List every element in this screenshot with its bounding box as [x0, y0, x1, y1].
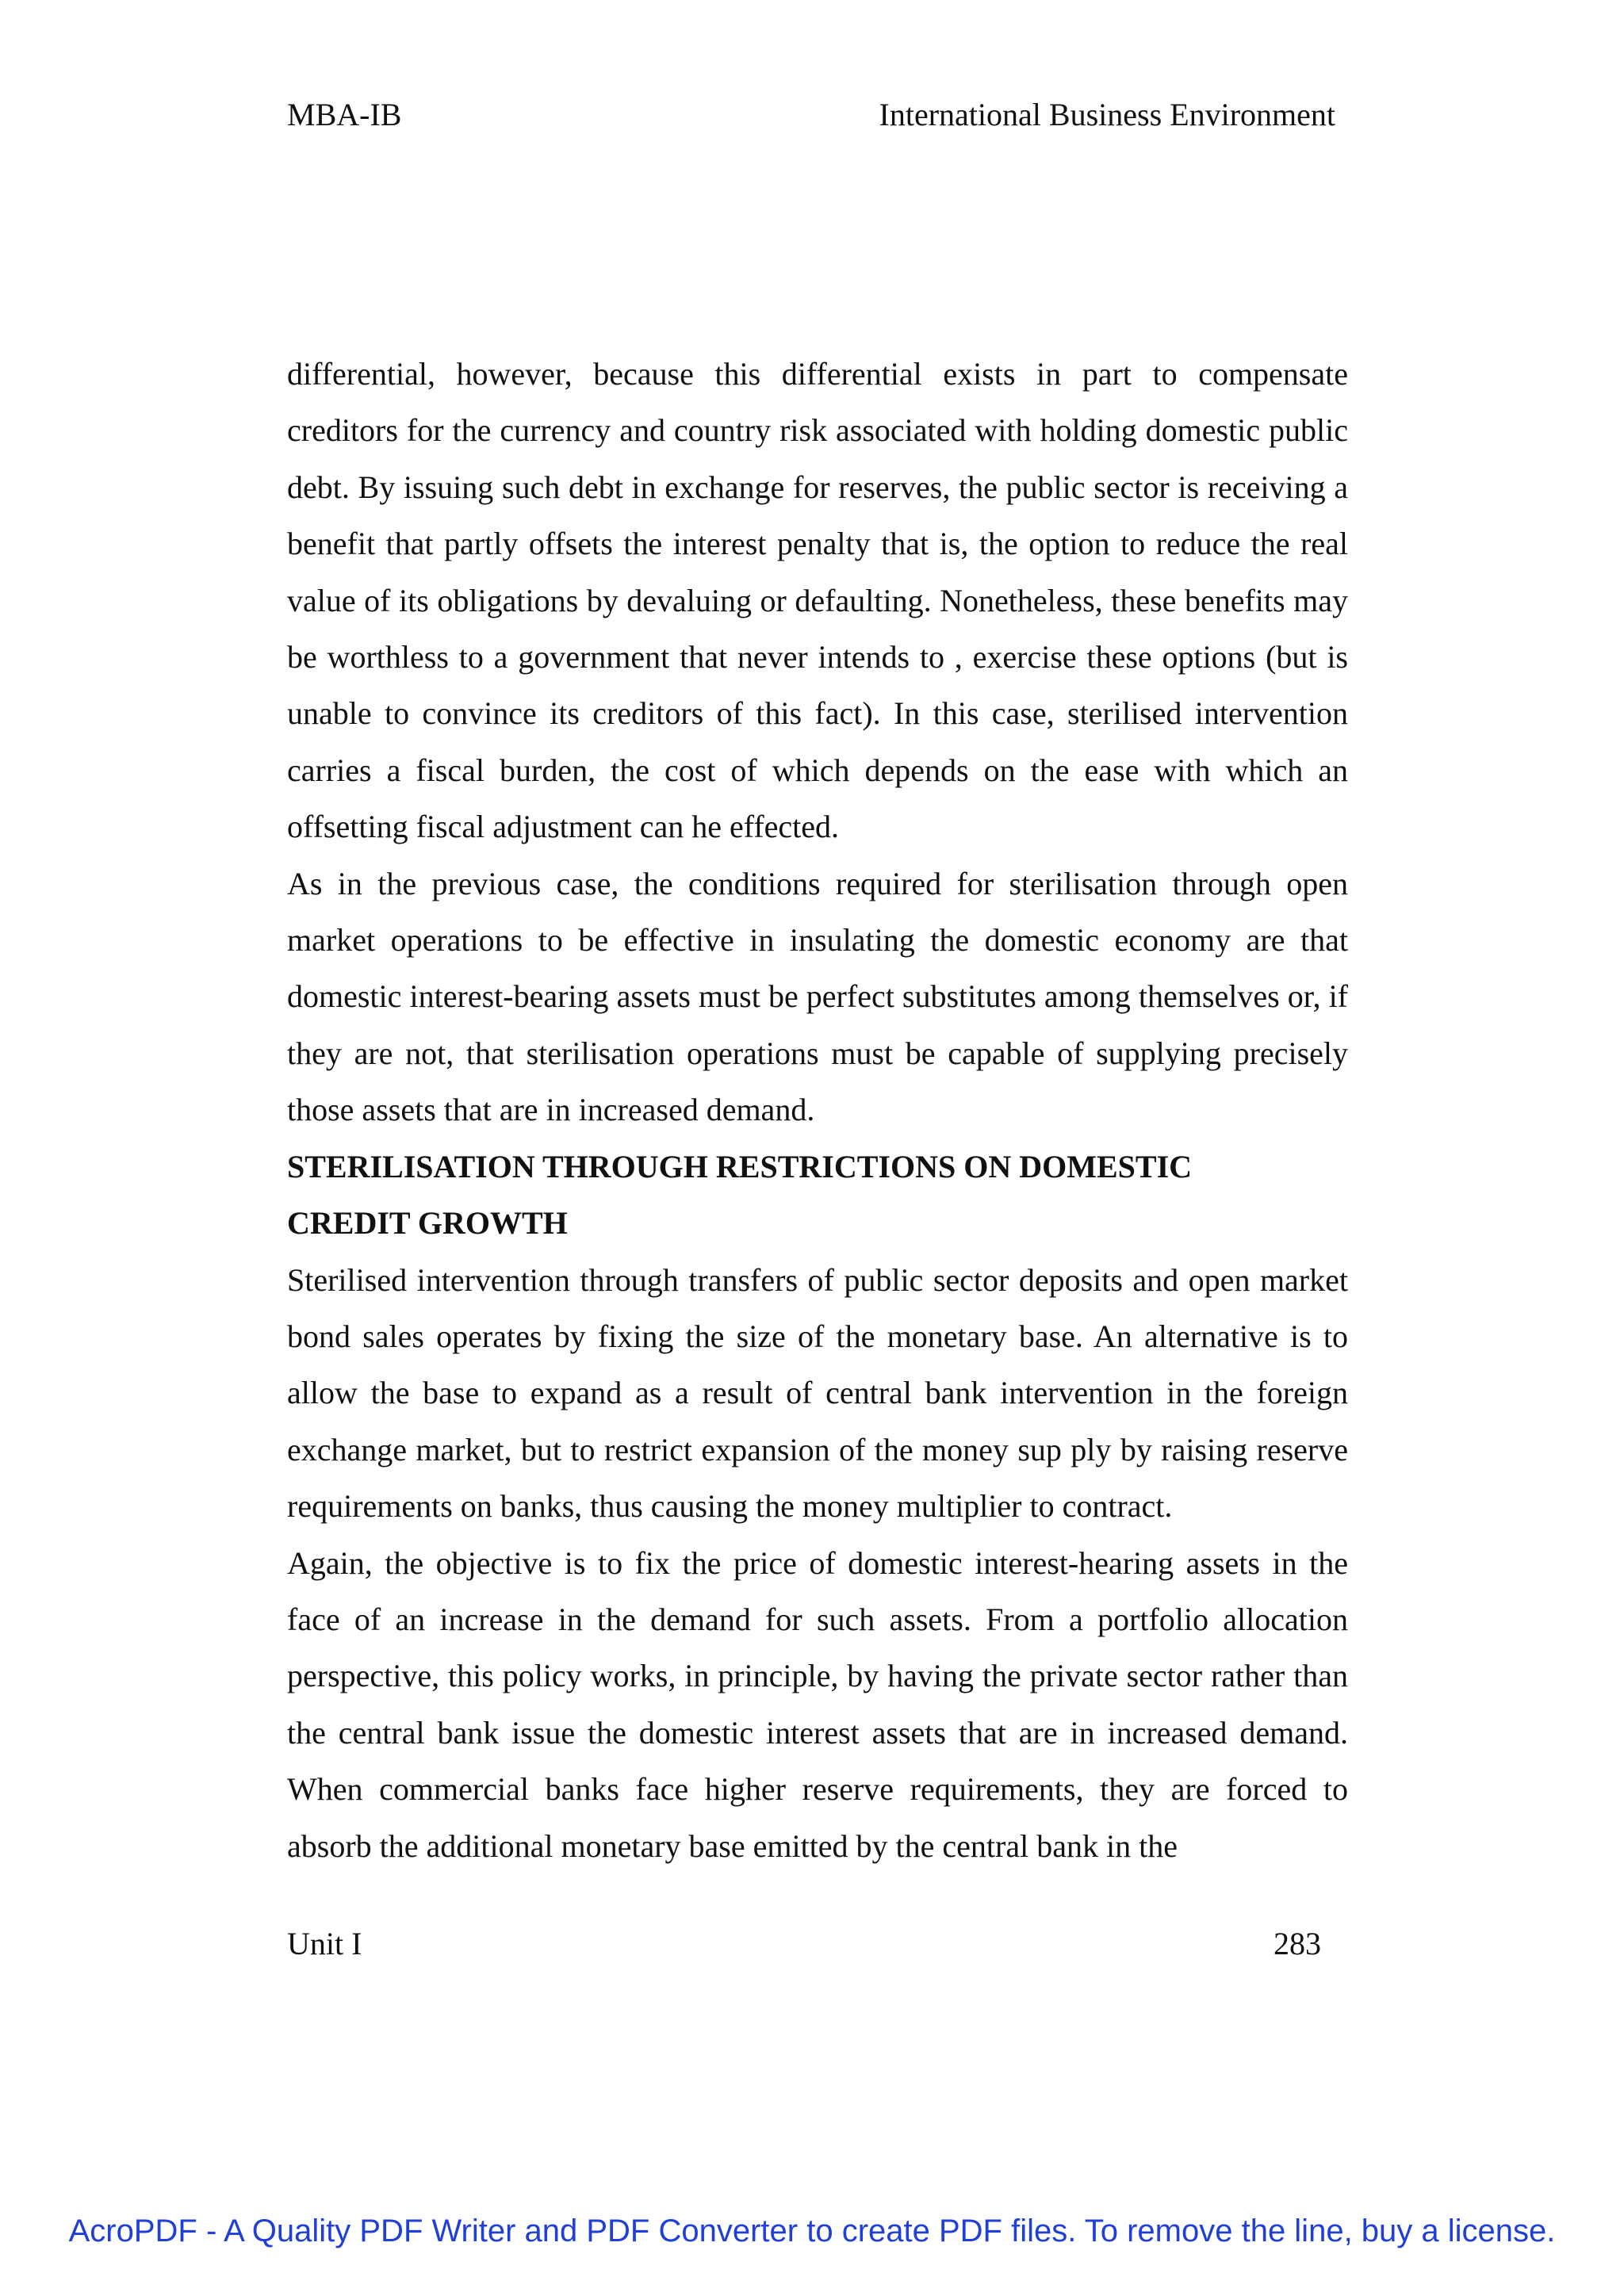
footer-unit: Unit I — [287, 1926, 362, 1961]
paragraph-2: As in the previous case, the conditions required for sterilisation through open market operations to be effective in insulating the domestic economy are that domestic interest-bearing assets must be perfect substitutes among themselves or, if they are not, that sterilisation operations must be capable of supplying precisely those assets that are in increased demand. — [287, 865, 1348, 1128]
paragraph-1: differential, however, because this differential exists in part to compensate creditors for the currency and country risk associated with holding domestic public debt. By issuing such debt in exchange for reserves, the public sector is receiving a benefit that partly offsets the interest penalty that is, the option to reduce the real value of its obligations by devaluing or defaulting. Nonetheless, these benefits may be worthless to a government that never intends to , exercise these options (but is unable to convince its creditors of this fact). In this case, sterilised intervention carries a fiscal burden, the cost of which depends on the ease with which an offsetting fiscal adjustment can he effected. — [287, 356, 1348, 845]
paragraph-4: Again, the objective is to fix the price of domestic interest-hearing assets in the face of an increase in the demand for such assets. From a portfolio allocation perspective, this policy works, in principle, by having the private sector rather than the central bank issue the domestic interest assets that are in increased demand. When commercial banks face higher reserve requirements, they are forced to absorb the additional monetary base emitted by the central bank in the — [287, 1544, 1348, 1864]
running-header-left: MBA-IB — [287, 97, 402, 132]
page-number: 283 — [1274, 1926, 1321, 1961]
section-heading: STERILISATION THROUGH RESTRICTIONS ON DOMESTIC CREDIT GROWTH — [287, 1148, 1193, 1242]
acropdf-watermark: AcroPDF - A Quality PDF Writer and PDF Converter to create PDF files. To remove the line, buy a license. — [68, 2214, 1556, 2248]
running-header-right: International Business Environment — [879, 97, 1335, 132]
paragraph-3: Sterilised intervention through transfers of public sector deposits and open market bond sales operates by fixing the size of the monetary base. An alternative is to allow the base to expand as a result of central bank intervention in the foreign exchange market, but to restrict expansion of the money sup ply by raising reserve requirements on banks, thus causing the money multiplier to contract. — [287, 1261, 1348, 1525]
body-text — [287, 346, 1348, 1874]
